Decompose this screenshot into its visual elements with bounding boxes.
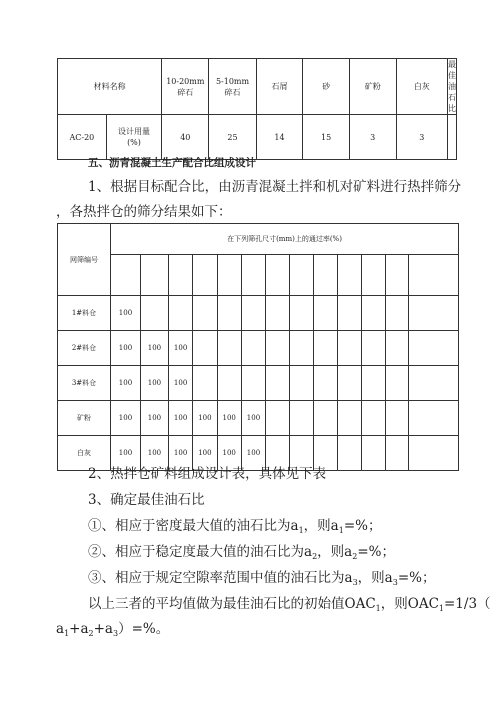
header-best-ratio: 最佳 油石比: [448, 60, 456, 113]
cell: 14: [256, 115, 303, 160]
cell: 100: [168, 436, 192, 471]
cell: [409, 331, 459, 366]
cell: [409, 255, 459, 296]
section-heading: 五、沥青混凝土生产配合比组成设计: [88, 157, 256, 169]
row-name: 2#料仓: [58, 331, 111, 366]
paragraph: 1、根据目标配合比，由沥青混凝土拌和机对矿料进行热拌筛分: [88, 179, 462, 195]
paragraph: ①、相应于密度最大值的油石比为$a_1$，则$a_1=\%$；: [88, 518, 382, 535]
row-name: 白灰: [58, 436, 111, 471]
header-10-20mm: 10-20mm 碎石: [162, 59, 209, 115]
cell: [448, 115, 457, 160]
row-header: 网筛编号: [58, 224, 111, 296]
cell: [313, 296, 337, 331]
table-header-row: [58, 59, 457, 115]
header-lime: 白灰: [396, 59, 447, 115]
cell: 100: [111, 436, 141, 471]
cell: [338, 401, 361, 436]
cell: [140, 296, 168, 331]
cell: [361, 296, 385, 331]
cell: 100: [140, 331, 168, 366]
header-5-10mm: 5-10mm 碎石: [209, 59, 256, 115]
cell: [385, 331, 408, 366]
header-stone-chips: 石屑: [256, 59, 303, 115]
cell: [338, 331, 361, 366]
table-body: [58, 296, 459, 471]
cell: [193, 366, 217, 401]
cell: 3: [349, 115, 396, 160]
cell: [168, 296, 192, 331]
cell: [217, 366, 241, 401]
cell: [385, 255, 408, 296]
cell: [266, 331, 290, 366]
row-name: 1#料仓: [58, 296, 111, 331]
cell: [361, 331, 385, 366]
sieve-result-table: [57, 223, 459, 471]
cell: [193, 331, 217, 366]
cell: 100: [140, 436, 168, 471]
cell: 100: [217, 401, 241, 436]
cell: 100: [111, 401, 141, 436]
cell: 100: [111, 331, 141, 366]
cell: [409, 401, 459, 436]
row-label: AC-20: [58, 115, 107, 160]
cell: [217, 331, 241, 366]
cell: 100: [168, 366, 192, 401]
cell: [409, 366, 459, 401]
cell: [338, 255, 361, 296]
cell: 3: [396, 115, 447, 160]
cell: [193, 255, 217, 296]
cell: [290, 331, 313, 366]
cell: [241, 296, 265, 331]
cell: 100: [111, 366, 141, 401]
cell: 100: [140, 401, 168, 436]
cell: 25: [209, 115, 256, 160]
cell: 40: [162, 115, 209, 160]
cell: [361, 255, 385, 296]
table-row: [58, 401, 459, 436]
cell: 15: [303, 115, 350, 160]
cell: [266, 401, 290, 436]
paragraph: ③、相应于规定空隙率范围中值的油石比为$a_3$，则$a_3=\%$；: [88, 570, 436, 587]
cell: 100: [241, 436, 265, 471]
cell: 100: [140, 366, 168, 401]
cell: [168, 255, 192, 296]
cell: 100: [193, 436, 217, 471]
cell: [290, 255, 313, 296]
row-name: 矿粉: [58, 401, 111, 436]
cell: 100: [111, 296, 141, 331]
cell: [361, 366, 385, 401]
cell: [241, 331, 265, 366]
cell: [111, 255, 141, 296]
cell: 100: [193, 401, 217, 436]
paragraph: ，各热拌仓的筛分结果如下：: [56, 204, 232, 220]
cell: [385, 401, 408, 436]
cell: [266, 366, 290, 401]
paragraph: ②、相应于稳定度最大值的油石比为$a_2$，则$a_2=\%$；: [88, 544, 395, 561]
cell: [385, 366, 408, 401]
row-name: 3#料仓: [58, 366, 111, 401]
cell: 100: [241, 401, 265, 436]
cell: [193, 296, 217, 331]
header-sand: 砂: [303, 59, 350, 115]
row-sublabel: 设计用量 (%): [106, 115, 161, 160]
cell: [338, 296, 361, 331]
cell: [217, 296, 241, 331]
cell: [266, 255, 290, 296]
table-row: [58, 115, 457, 160]
table-header-row: [58, 224, 459, 255]
col-header: 在下列筛孔尺寸(mm)上的通过率(%): [111, 224, 459, 255]
cell: [140, 255, 168, 296]
cell: [241, 255, 265, 296]
header-material-name: 材料名称: [58, 59, 162, 115]
paragraph: 3、确定最佳油石比: [88, 492, 205, 508]
cell: [313, 331, 337, 366]
cell: [266, 296, 290, 331]
cell: [290, 296, 313, 331]
table-row: [58, 296, 459, 331]
paragraph: 以上三者的平均值做为最佳油石比的初始值$OAC_1$，则$OAC_1=1/3$（: [88, 596, 491, 613]
material-ratio-table: [57, 58, 457, 160]
table-row: [58, 331, 459, 366]
cell: [290, 401, 313, 436]
cell: [338, 366, 361, 401]
cell: [361, 401, 385, 436]
cell: [385, 296, 408, 331]
cell: 100: [168, 331, 192, 366]
cell: [290, 366, 313, 401]
cell: [409, 296, 459, 331]
cell: [217, 255, 241, 296]
cell: [313, 401, 337, 436]
paragraph: 2、热拌仓矿料组成设计表，具体见下表: [88, 466, 327, 482]
header-mineral-powder: 矿粉: [349, 59, 396, 115]
table-row: [58, 366, 459, 401]
sieve-size-row: [58, 255, 459, 296]
cell: [313, 255, 337, 296]
cell: [241, 366, 265, 401]
cell: [313, 366, 337, 401]
cell: 100: [168, 401, 192, 436]
cell: 100: [217, 436, 241, 471]
paragraph: $a_1+a_2+a_3)=\%$。: [56, 621, 170, 638]
